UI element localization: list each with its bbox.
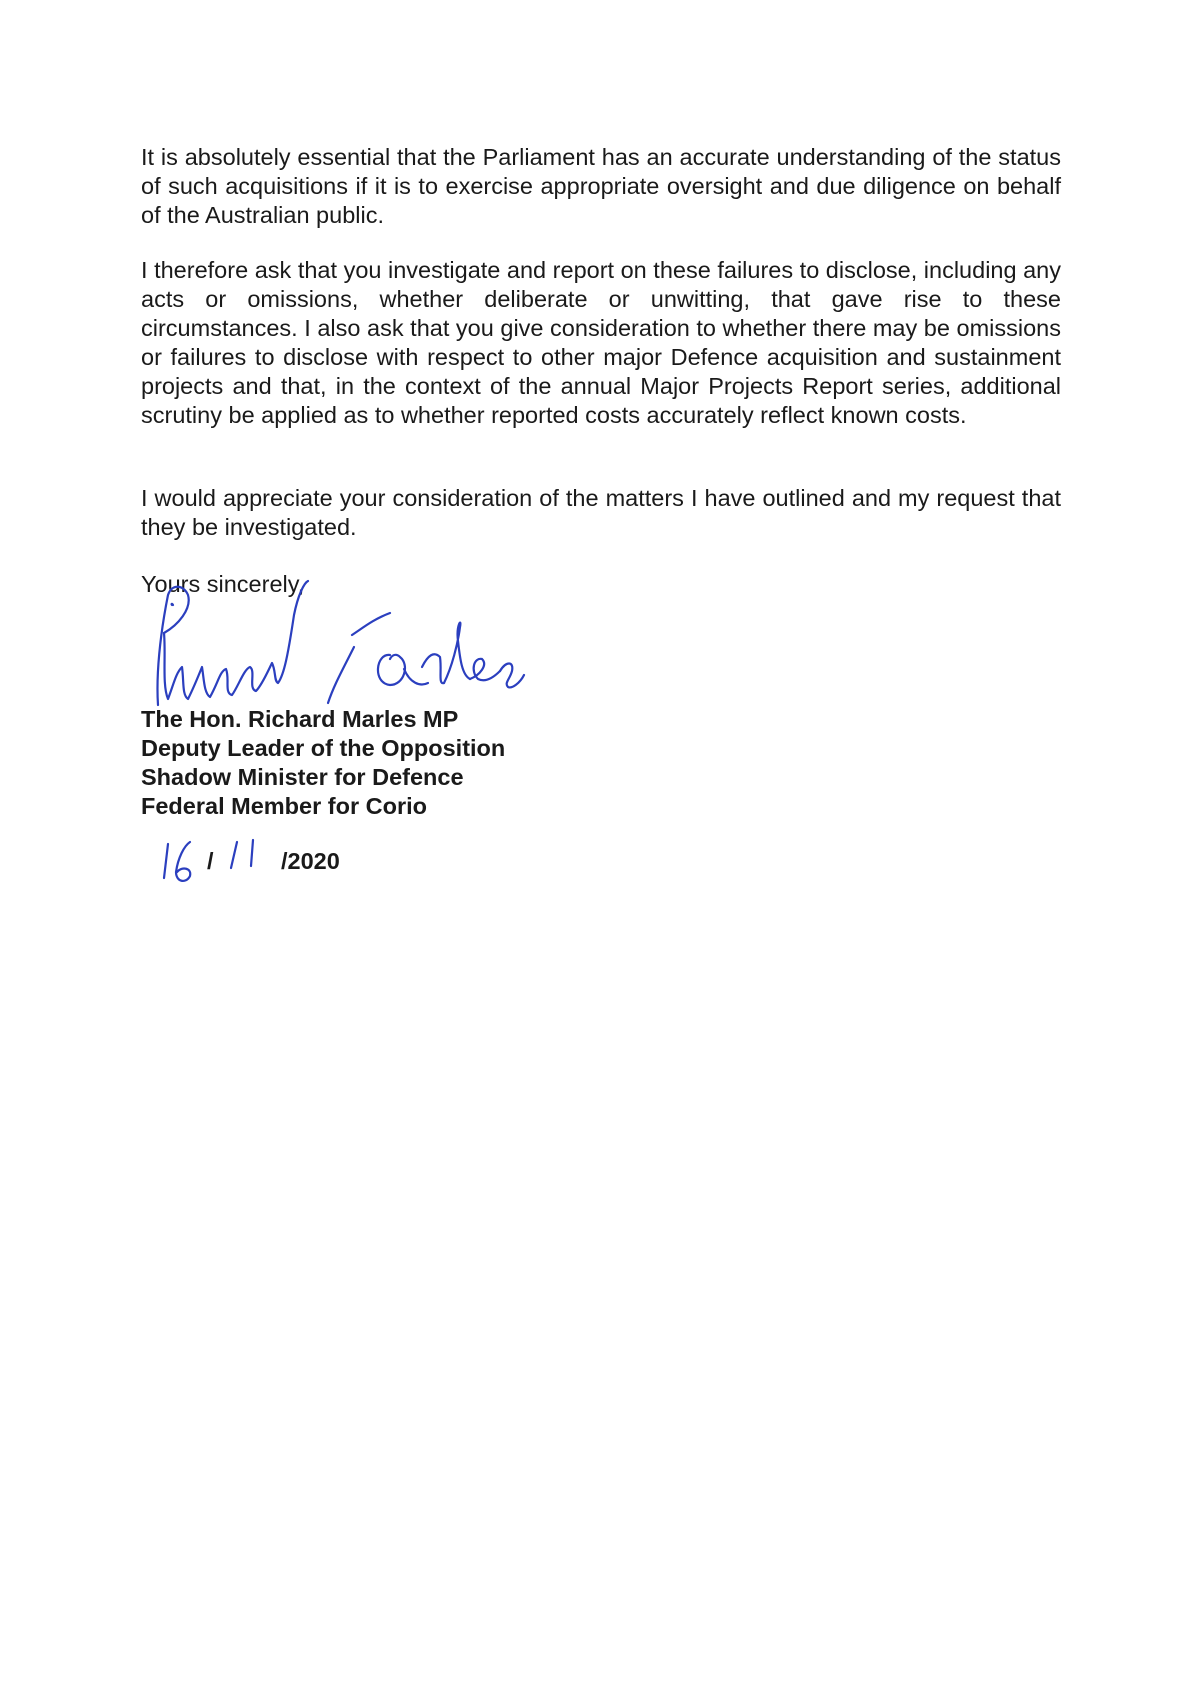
signatory-title-deputy-leader: Deputy Leader of the Opposition xyxy=(141,735,506,761)
signatory-name: The Hon. Richard Marles MP xyxy=(141,706,459,732)
date-line xyxy=(160,838,420,898)
signatory-title-federal-member: Federal Member for Corio xyxy=(141,793,427,819)
date-separator-1: / xyxy=(207,848,214,874)
date-year: /2020 xyxy=(281,848,340,874)
signatory-title-shadow-minister: Shadow Minister for Defence xyxy=(141,764,464,790)
paragraph-investigation-request: I therefore ask that you investigate and report on these failures to disclose, including any acts or omissions, whether deliberate or unwitting, that gave rise to these circumstances. I also ask that you give consideration to whether there may be omissions or failures to disclose with respect to other major Defence acquisition and sustainment projects and that, in the context of the annual Major Projects Report series, additional scrutiny be applied as to whether reported costs accurately reflect known costs. xyxy=(141,257,1061,428)
paragraph-oversight: It is absolutely essential that the Parliament has an accurate understanding of the status of such acquisitions if it is to exercise appropriate oversight and due diligence on behalf of the Australian public. xyxy=(141,144,1061,228)
signatory-block xyxy=(141,705,505,821)
handwritten-month xyxy=(225,838,265,894)
paragraph-appreciation: I would appreciate your consideration of the matters I have outlined and my request that they be investigated. xyxy=(141,485,1061,540)
closing-salutation: Yours sincerely, xyxy=(141,571,305,597)
handwritten-signature xyxy=(128,575,568,710)
handwritten-day xyxy=(160,838,200,894)
